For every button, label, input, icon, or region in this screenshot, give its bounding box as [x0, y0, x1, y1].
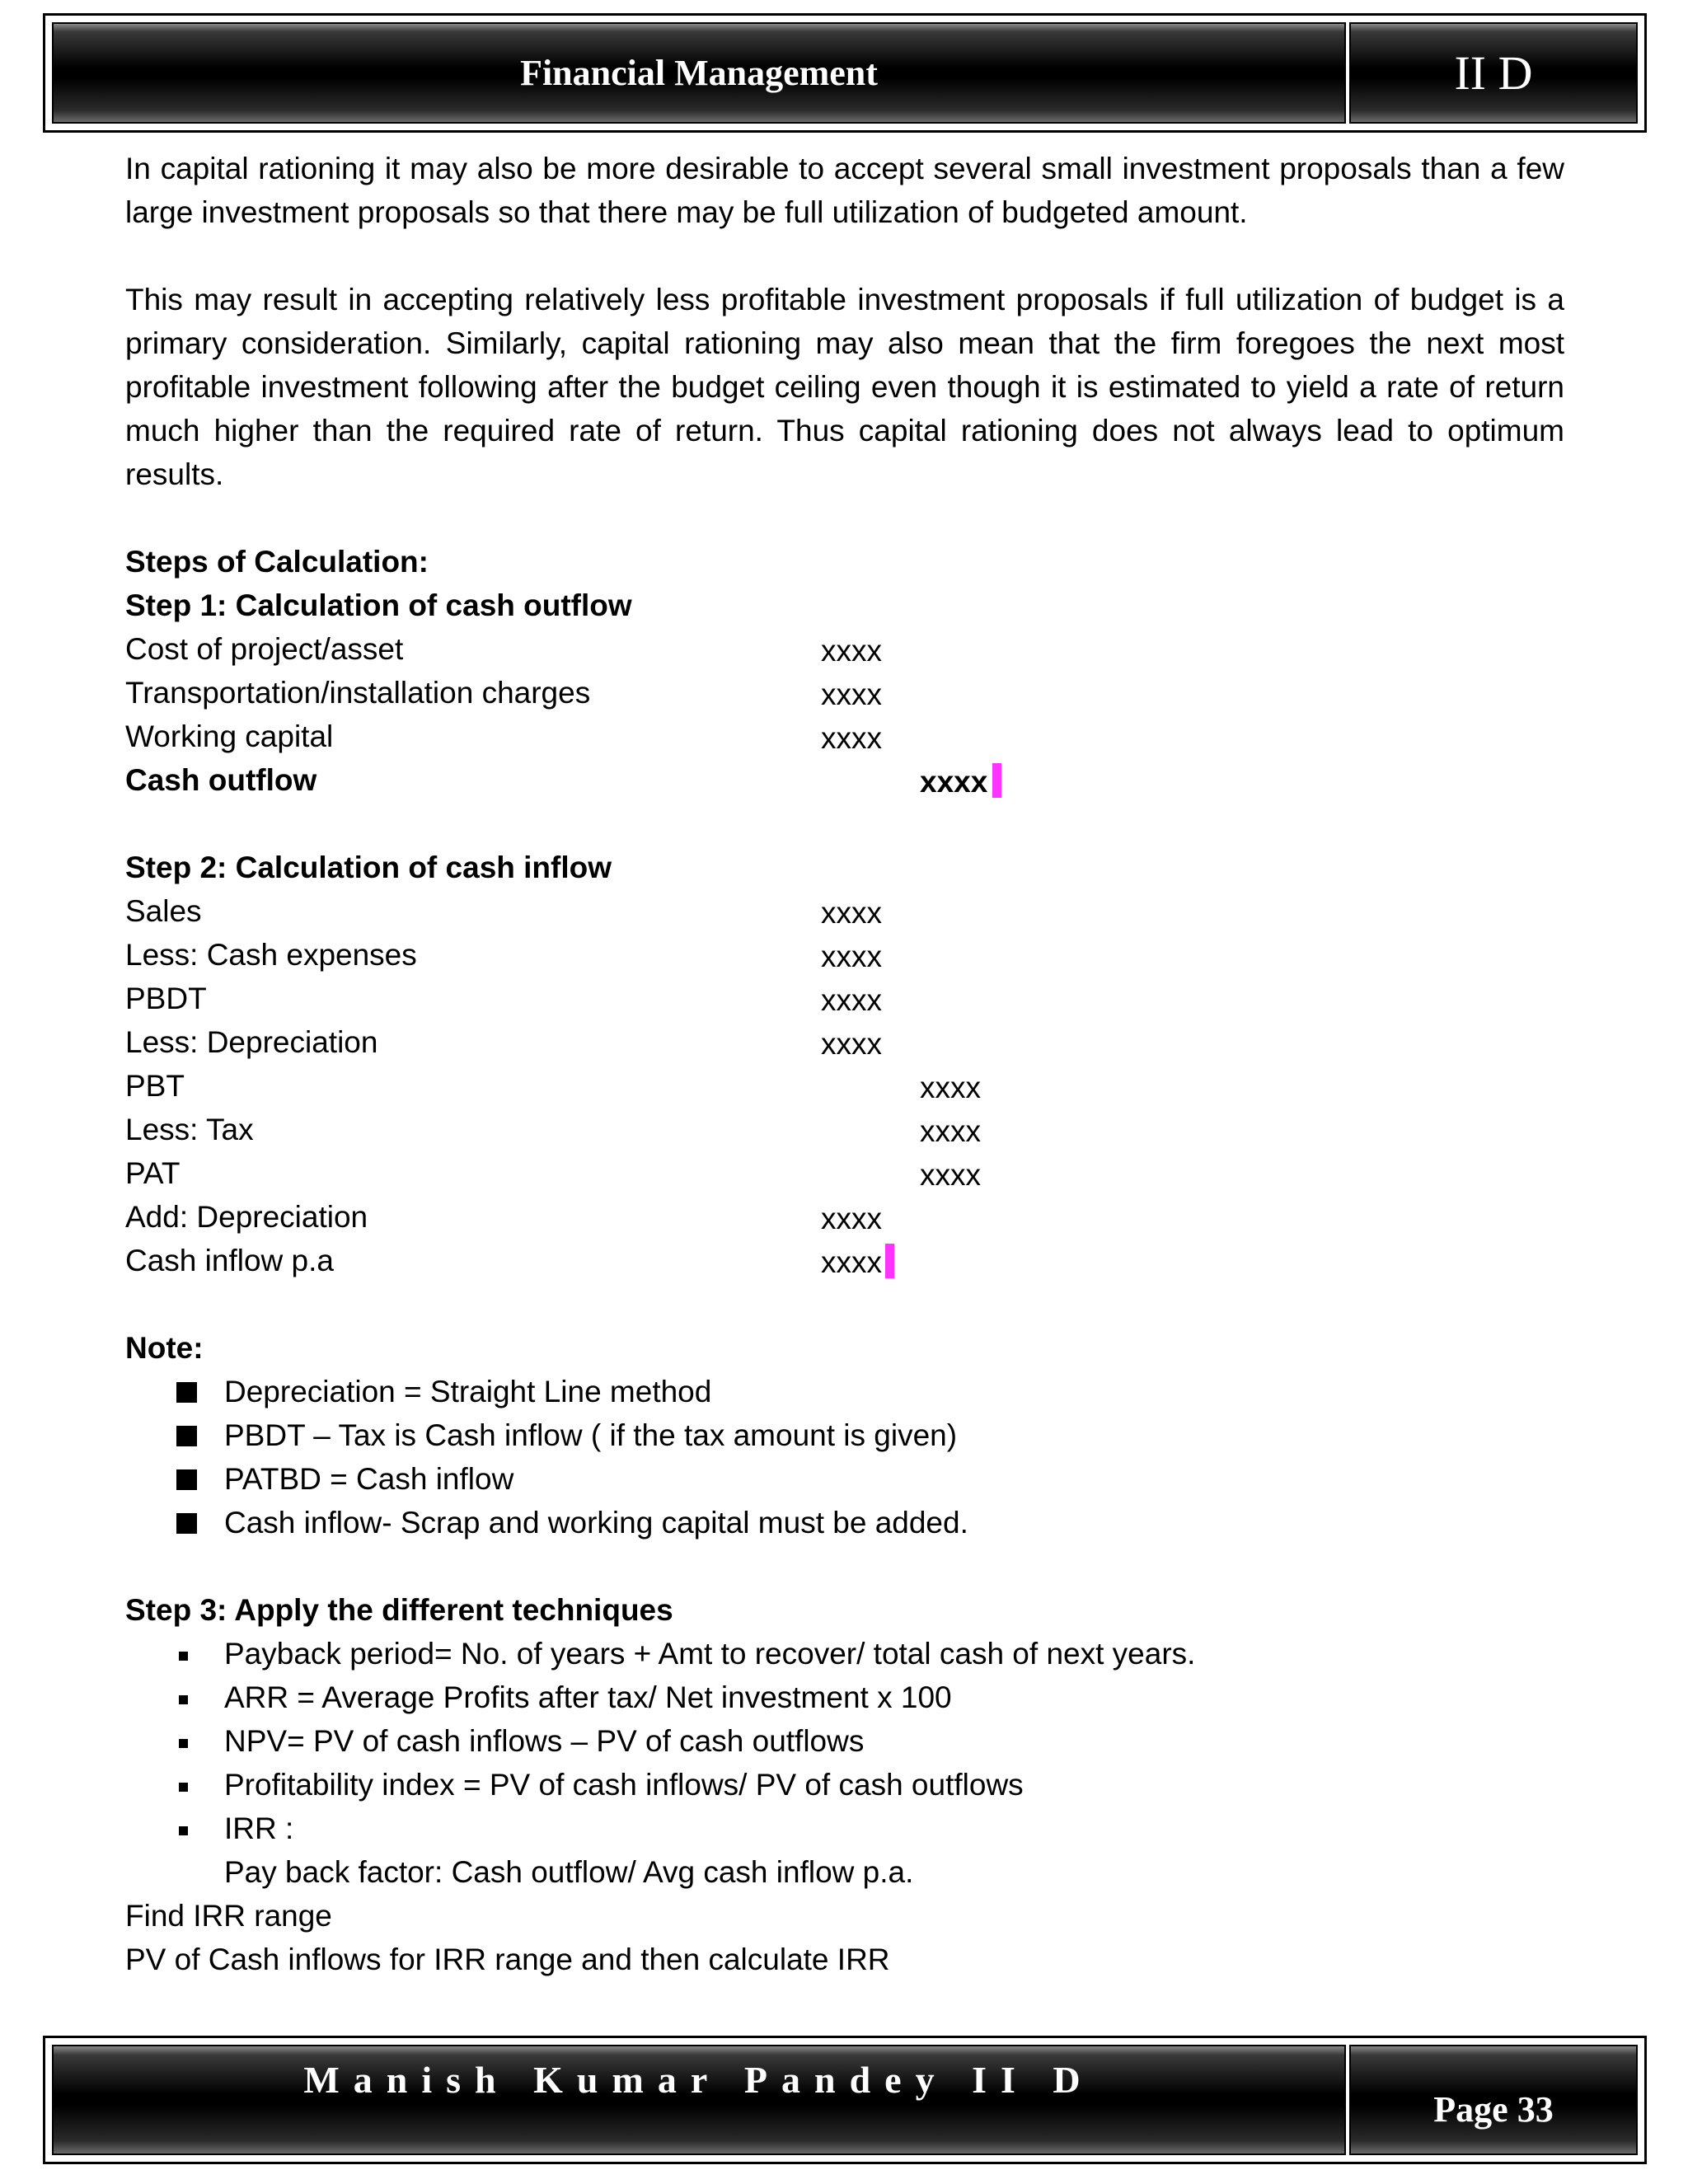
step2-row-label: Less: Depreciation: [125, 1025, 378, 1059]
step2-row-value: xxxx: [821, 1027, 882, 1061]
page-footer: [43, 2036, 1647, 2164]
irr-detail: Pay back factor: Cash outflow/ Avg cash inflow p.a.: [224, 1855, 914, 1889]
technique-item: ARR = Average Profits after tax/ Net investment x 100: [224, 1680, 952, 1714]
note-heading: Note:: [125, 1331, 204, 1365]
footer-author: Manish Kumar Pandey II D: [52, 2045, 1346, 2155]
step2-row-value: xxxx: [821, 940, 882, 973]
step2-row-value: xxxx: [821, 896, 882, 930]
step1-total-label: Cash outflow: [125, 763, 317, 797]
small-square-bullet-icon: [179, 1826, 188, 1835]
step2-row-label: PBT: [125, 1069, 185, 1103]
square-bullet-icon: [176, 1382, 197, 1403]
steps-heading: Steps of Calculation:: [125, 545, 429, 579]
step2-row-value: xxxx: [821, 1245, 882, 1279]
intro-section-2: [125, 278, 1564, 496]
text-cursor-marker: [992, 763, 1001, 798]
step1-row-value: xxxx: [821, 677, 882, 711]
step1-row-value: xxxx: [821, 721, 882, 755]
step3-heading: Step 3: Apply the different techniques: [125, 1593, 673, 1627]
technique-item: Payback period= No. of years + Amt to recover/ total cash of next years.: [224, 1637, 1196, 1671]
square-bullet-icon: [176, 1469, 197, 1490]
step2-row-label: PAT: [125, 1156, 181, 1190]
step2-row-label: Add: Depreciation: [125, 1200, 368, 1234]
irr-step-text: PV of Cash inflows for IRR range and then calculate IRR: [125, 1943, 890, 1976]
header-code: II D: [1349, 22, 1638, 124]
step1-row-label: Working capital: [125, 719, 334, 753]
step2-row-value: xxxx: [920, 1114, 981, 1148]
note-item: Depreciation = Straight Line method: [224, 1375, 712, 1408]
small-square-bullet-icon: [179, 1739, 188, 1748]
page-number: Page 33: [1349, 2045, 1638, 2155]
step1-row-value: xxxx: [821, 634, 882, 668]
small-square-bullet-icon: [179, 1695, 188, 1704]
note-item: PATBD = Cash inflow: [224, 1462, 514, 1496]
step2-heading: Step 2: Calculation of cash inflow: [125, 851, 612, 884]
step1-heading: Step 1: Calculation of cash outflow: [125, 588, 632, 622]
technique-item: Profitability index = PV of cash inflows/ PV of cash outflows: [224, 1768, 1024, 1802]
text-cursor-marker: [885, 1244, 894, 1278]
step2-row-value: xxxx: [821, 983, 882, 1017]
step1-row-label: Transportation/installation charges: [125, 676, 591, 710]
step2-row-label: Sales: [125, 894, 202, 928]
step2-row-value: xxxx: [920, 1071, 981, 1104]
square-bullet-icon: [176, 1426, 197, 1446]
step2-row-label: Less: Tax: [125, 1113, 254, 1146]
intro-paragraph-1: In capital rationing it may also be more desirable to accept several small investment proposals than a few large investment proposals so that there may be full utilization of budgeted amount.: [125, 152, 1564, 229]
small-square-bullet-icon: [179, 1652, 188, 1661]
step1-row-label: Cost of project/asset: [125, 632, 404, 666]
irr-step-text: Find IRR range: [125, 1899, 332, 1933]
page-header: [43, 13, 1647, 133]
step2-row-label: Less: Cash expenses: [125, 938, 417, 972]
note-item: Cash inflow- Scrap and working capital must be added.: [224, 1506, 968, 1540]
step2-row-label: PBDT: [125, 982, 207, 1015]
step2-row-value: xxxx: [821, 1202, 882, 1235]
technique-item: NPV= PV of cash inflows – PV of cash outflows: [224, 1724, 865, 1758]
step1-total-value: xxxx: [920, 765, 988, 799]
note-item: PBDT – Tax is Cash inflow ( if the tax amount is given): [224, 1418, 958, 1452]
intro-section: [125, 147, 1564, 234]
small-square-bullet-icon: [179, 1783, 188, 1792]
technique-item: IRR :: [224, 1811, 294, 1845]
intro-paragraph-2: This may result in accepting relatively less profitable investment proposals if full utilization of budget is a primary consideration. Similarly, capital rationing may also mean that the firm foregoes the next most profitable investment following after the budget ceiling even though it is estimated to yield a rate of return much higher than the required rate of return. Thus capital rationing does not always lead to optimum results.: [125, 283, 1564, 491]
step2-row-value: xxxx: [920, 1158, 981, 1192]
header-title: Financial Management: [52, 22, 1346, 124]
square-bullet-icon: [176, 1513, 197, 1534]
step2-row-label: Cash inflow p.a: [125, 1244, 334, 1277]
